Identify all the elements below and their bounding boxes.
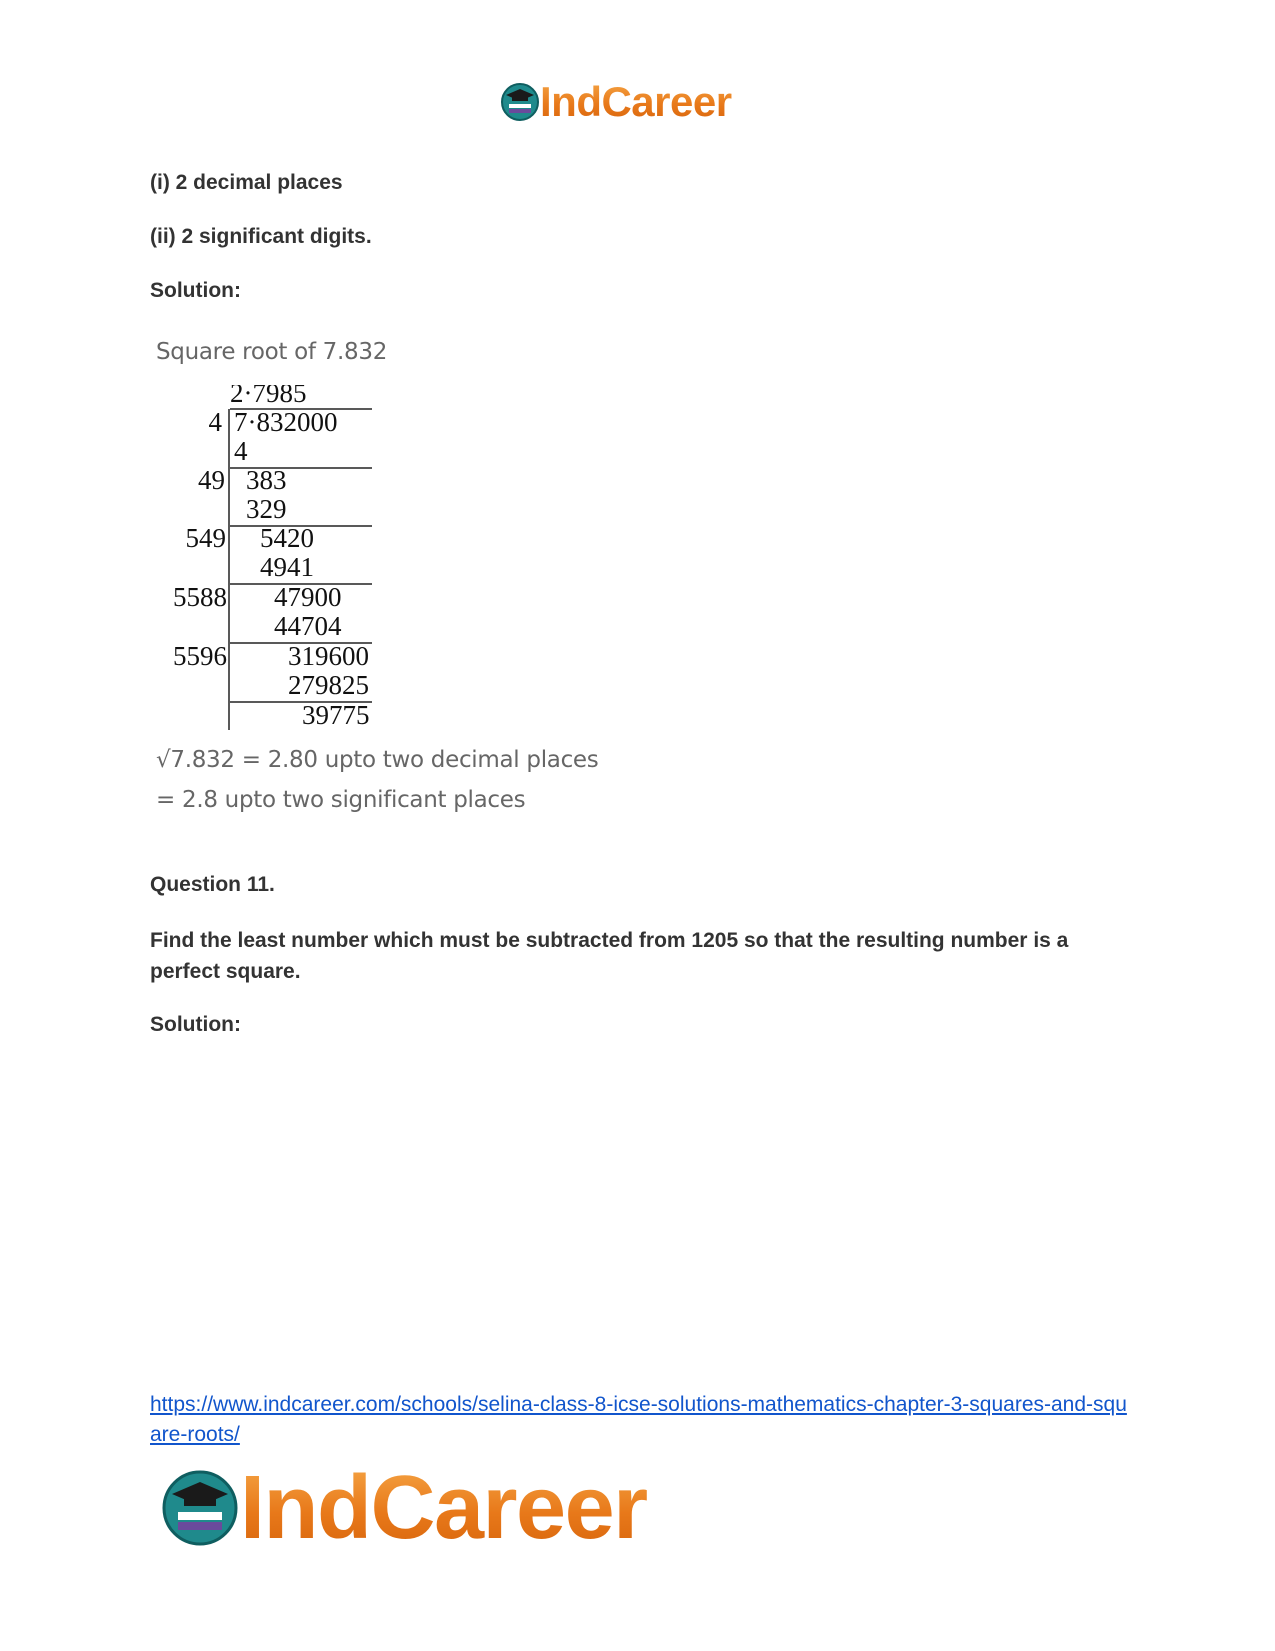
remainder-value: 383	[246, 465, 287, 495]
quotient-text: 2·7985	[230, 385, 307, 408]
question-text: Find the least number which must be subtracted from 1205 so that the resulting number is a perfect square.	[150, 929, 1069, 983]
subtract-value: 329	[246, 494, 287, 524]
divisor: 4	[208, 407, 222, 437]
graduation-cap-book-icon	[160, 1468, 240, 1548]
header-logo	[500, 80, 732, 124]
logo-text: IndCareer	[240, 1458, 647, 1558]
long-division-working	[150, 385, 390, 735]
long-division-figure	[150, 339, 599, 865]
dividend-text: 7·832000	[234, 407, 338, 437]
solution-label: Solution:	[150, 279, 241, 302]
solution-label: Solution:	[150, 1013, 241, 1036]
source-url-link[interactable]: https://www.indcareer.com/schools/selina-class-8-icse-solutions-mathematics-chapter-3-squares-and-square-roots/	[150, 1393, 1127, 1446]
subtract-value: 4	[234, 436, 248, 466]
footer-logo	[160, 1458, 647, 1558]
divisor: 549	[185, 523, 226, 553]
working-caption: Square root of 7.832	[156, 339, 388, 365]
divisor: 5588	[173, 582, 227, 612]
question-label: Question 11.	[150, 873, 275, 896]
graduation-cap-book-icon	[500, 82, 540, 122]
remainder-value: 47900	[274, 582, 342, 612]
logo-text: IndCareer	[540, 78, 732, 125]
divisor: 5596	[173, 641, 227, 671]
part-ii-text: (ii) 2 significant digits.	[150, 225, 372, 248]
divisor: 49	[198, 465, 225, 495]
part-i-text: (i) 2 decimal places	[150, 171, 343, 194]
subtract-value: 44704	[274, 611, 342, 641]
remainder-value: 5420	[260, 523, 314, 553]
subtract-value: 4941	[260, 552, 314, 582]
result-decimal-places: √7.832 = 2.80 upto two decimal places	[156, 747, 599, 773]
result-significant-places: = 2.8 upto two significant places	[156, 787, 526, 813]
subtract-value: 279825	[288, 670, 369, 700]
remainder-value: 319600	[288, 641, 369, 671]
final-remainder: 39775	[302, 700, 370, 730]
